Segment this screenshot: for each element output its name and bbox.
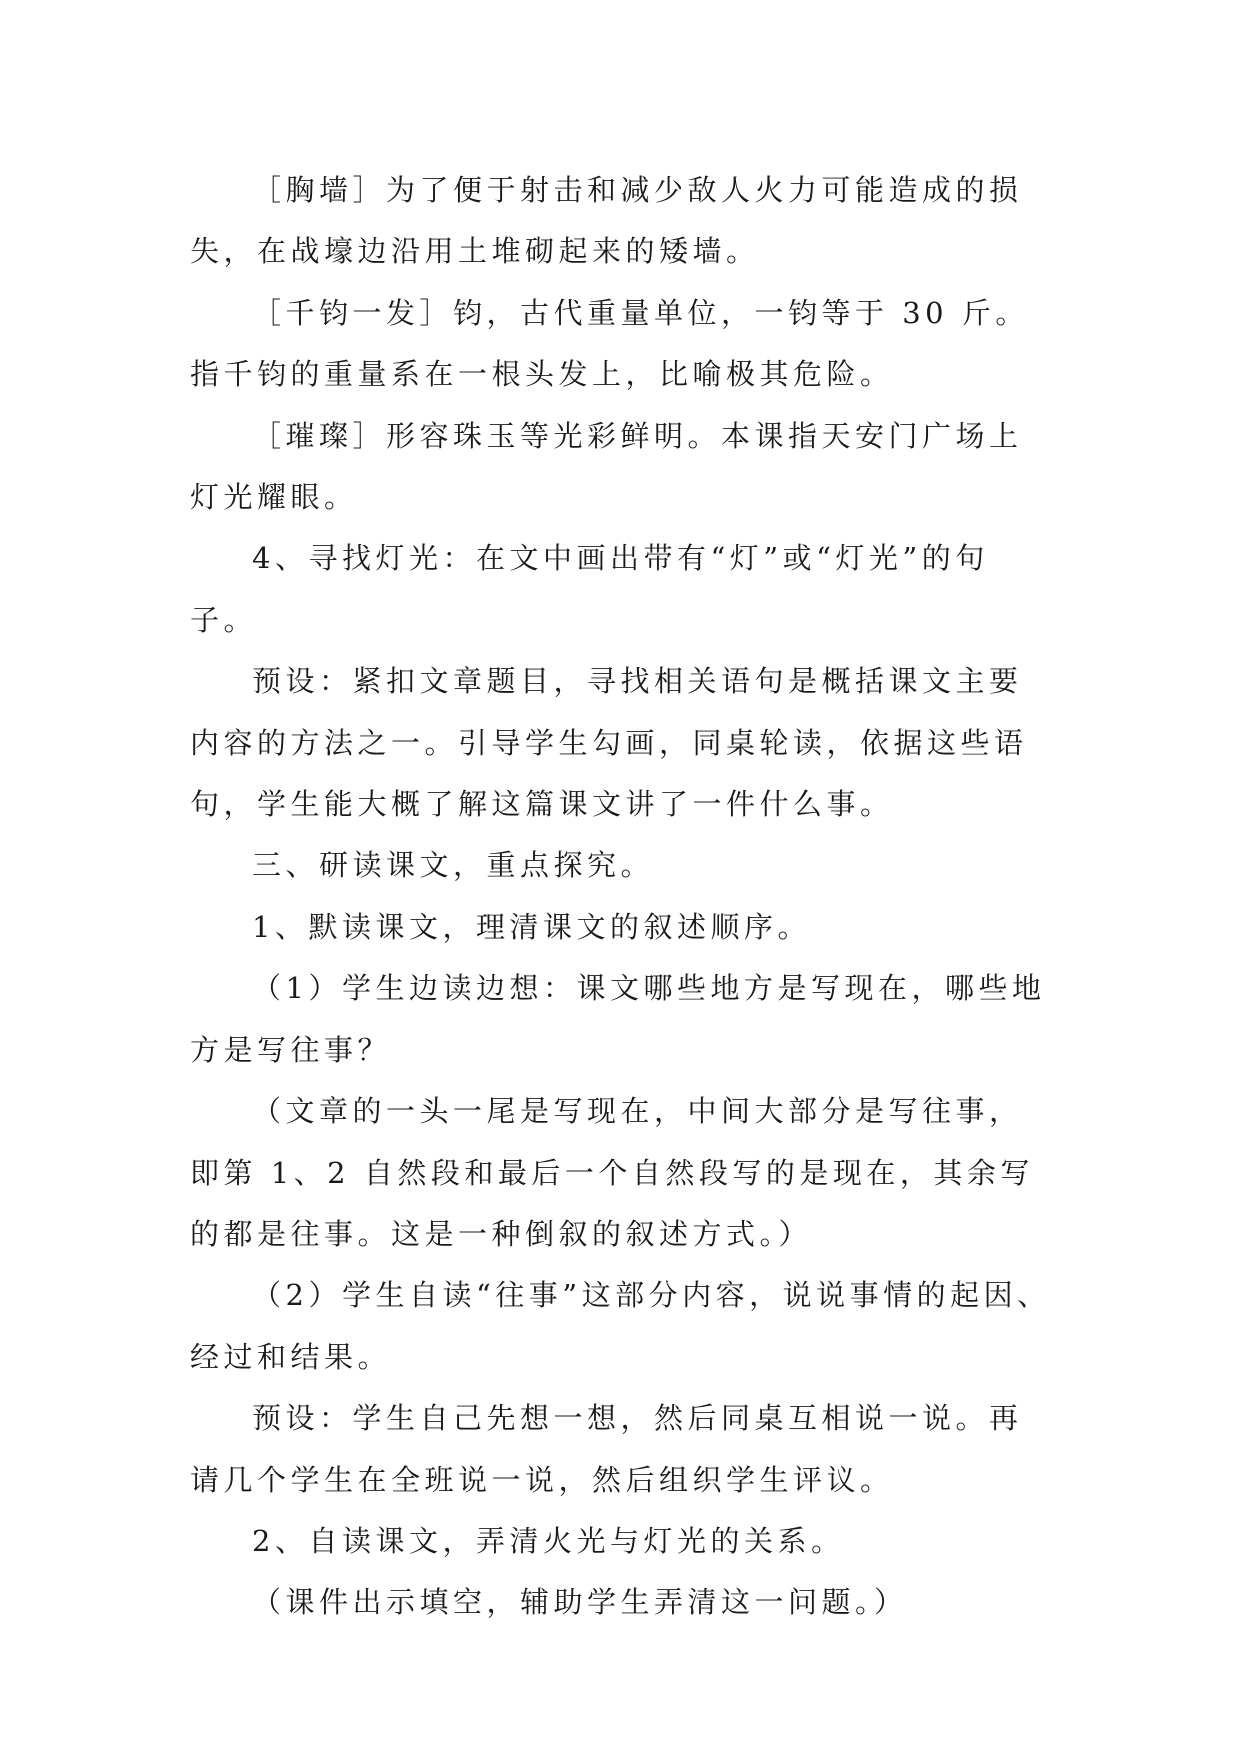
definition-xiongqiang: ［胸墙］为了便于射击和减少敌人火力可能造成的损失，在战壕边沿用土堆砌起来的矮墙。 bbox=[190, 173, 1023, 269]
step-self-reading: 2、自读课文，弄清火光与灯光的关系。 bbox=[252, 1523, 845, 1558]
step-silent-reading: 1、默读课文，理清课文的叙述顺序。 bbox=[252, 909, 811, 944]
question-2: （2）学生自读“往事”这部分内容，说说事情的起因、经过和结果。 bbox=[190, 1278, 1051, 1374]
definition-cuican: ［璀璨］形容珠玉等光彩鲜明。本课指天安门广场上灯光耀眼。 bbox=[190, 418, 1023, 515]
section-heading: 三、研读课文，重点探究。 bbox=[252, 848, 655, 883]
document-body bbox=[190, 160, 1052, 1634]
answer-1: （文章的一头一尾是写现在，中间大部分是写往事，即第 1、2 自然段和最后一个自然段写的是现在，其余写的都是往事。这是一种倒叙的叙述方式。） bbox=[190, 1094, 1034, 1251]
preset-paragraph: 预设：紧扣文章题目，寻找相关语句是概括课文主要内容的方法之一。引导学生勾画，同桌轮读，依据这些语句，学生能大概了解这篇课文讲了一件什么事。 bbox=[190, 664, 1028, 822]
preset-paragraph-2: 预设：学生自己先想一想，然后同桌互相说一说。再请几个学生在全班说一说，然后组织学生评议。 bbox=[190, 1401, 1023, 1497]
courseware-note: （课件出示填空，辅助学生弄清这一问题。） bbox=[252, 1585, 908, 1620]
step-find-light: 4、寻找灯光：在文中画出带有“灯”或“灯光”的句子。 bbox=[190, 541, 989, 637]
question-1: （1）学生边读边想：课文哪些地方是写现在，哪些地方是写往事？ bbox=[190, 971, 1046, 1067]
definition-qianjunyifa: ［千钧一发］钧，古代重量单位，一钧等于 30 斤。指千钧的重量系在一根头发上，比喻极其危险。 bbox=[190, 295, 1029, 392]
